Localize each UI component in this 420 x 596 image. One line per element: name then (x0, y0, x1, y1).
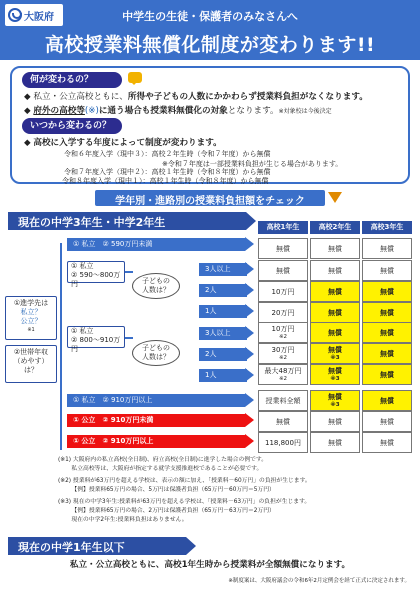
fee-cell-r6-c2 (362, 364, 412, 385)
fee-cell-r7-c0 (258, 390, 308, 411)
fee-cell-r5-c1 (310, 343, 360, 364)
fee-value: 無償 (276, 244, 290, 253)
private-800-910-box (67, 326, 125, 353)
question-income (5, 345, 57, 383)
fee-cell-r5-c2 (362, 343, 412, 364)
fee-value: 無償 (380, 308, 394, 317)
fee-cell-r4-c1 (310, 322, 360, 343)
page-title: 高校授業料無償化制度が変わります!! (44, 34, 376, 56)
what-line-1-a: 私立・公立高校ともに、 (33, 92, 128, 102)
fee-value: 無償 (380, 328, 394, 337)
fee-value: 無償 (328, 392, 342, 401)
section-heading-grades-3-2 (8, 212, 246, 230)
what-line-2-b: に通う場合も授業料無償化の対象 (98, 106, 228, 116)
arrow-2-1 (245, 283, 254, 297)
fee-cell-r2-c0 (258, 281, 308, 302)
fee-value: 無償 (380, 349, 394, 358)
fee-cell-r9-c0 (258, 432, 308, 453)
private-590-800-box (67, 261, 125, 288)
fee-cell-r8-c0 (258, 411, 308, 432)
fee-note-mark: ※3 (330, 354, 340, 361)
col-header-3: 高校3年生 (362, 221, 412, 234)
fee-cell-r3-c2 (362, 302, 412, 323)
q2-c: は？ (24, 366, 38, 374)
arrow-1-2 (245, 368, 254, 382)
check-banner (0, 188, 420, 208)
flow-trunk (60, 243, 62, 450)
schedule-1: 令和６年度入学（現中３）：高校２年生時（令和７年度）から無償 (64, 150, 271, 158)
what-line-1: ◆ 私立・公立高校ともに、所得や子どもの人数にかかわらず授業料負担がなくなります。 (24, 92, 368, 102)
connector-2 (125, 337, 133, 339)
arrow-2-2 (245, 347, 254, 361)
fee-value: 10万円 (271, 287, 295, 296)
one-1: 1人 (199, 305, 247, 318)
fee-cell-r3-c0 (258, 302, 308, 323)
fee-cell-r0-c2 (362, 238, 412, 259)
fee-value: 最大48万円 (264, 366, 302, 375)
note-1: (※1) 大阪府内の私立高校(全日制)、府立高校(全日制)に進学した場合の例です。 (58, 457, 267, 463)
fee-value: 無償 (380, 396, 394, 405)
fee-value: 無償 (276, 417, 290, 426)
section1-arrow (246, 212, 256, 230)
q2-b: （めやす） (13, 357, 49, 365)
fee-cell-r4-c2 (362, 322, 412, 343)
fee-cell-r3-c1 (310, 302, 360, 323)
fee-value: 無償 (380, 417, 394, 426)
private-800-910-l1: ① 私立 (71, 327, 94, 335)
section2-text: 現在の中学1年生以下 (18, 541, 125, 554)
final-note: ※制度案は、大阪府議会の令和6年2月定例会を経て正式に決定されます。 (228, 578, 410, 584)
fee-cell-r1-c1 (310, 260, 360, 281)
what-changes-label: 何が変わるの？ (22, 72, 122, 88)
fee-note-mark: ※2 (278, 354, 288, 361)
q1-c: 公立？ (20, 317, 42, 325)
fee-cell-r7-c1 (310, 390, 360, 411)
fee-value: 授業料全額 (265, 396, 301, 405)
fee-value: 10万円 (271, 324, 295, 333)
fee-value: 無償 (328, 244, 342, 253)
section1-text: 現在の中学3年生・中学2年生 (18, 216, 166, 229)
private-910-over: ① 私立 ② 910万円以上 (67, 394, 245, 407)
fee-value: 30万円 (271, 345, 295, 354)
fee-cell-r9-c2 (362, 432, 412, 453)
fee-value: 無償 (380, 266, 394, 275)
fee-value: 無償 (328, 308, 342, 317)
connector-1 (125, 271, 133, 273)
fee-cell-r0-c1 (310, 238, 360, 259)
fee-value: 無償 (380, 370, 394, 379)
when-line-text: 高校に入学する年度によって制度が変わります。 (33, 138, 222, 148)
what-line-2-a: 府外の高校等 (33, 106, 85, 116)
fee-cell-r1-c0 (258, 260, 308, 281)
fee-value: 無償 (328, 417, 342, 426)
what-line-2-c: となります。 (227, 106, 279, 116)
check-banner-text: 学年別・進路別の授業料負担額をチェック (115, 196, 305, 207)
fee-value: 無償 (380, 287, 394, 296)
down-arrow-icon (328, 192, 342, 203)
arrow-1-1 (245, 304, 254, 318)
what-line-1-b: 所得や子どもの人数にかかわらず授業料負担がなくなります。 (127, 92, 368, 102)
fee-value: 無償 (276, 266, 290, 275)
fee-note-mark: ※2 (278, 333, 288, 340)
fee-value: 無償 (328, 438, 342, 447)
fee-cell-r5-c0 (258, 343, 308, 364)
q1-mark: ※1 (27, 327, 35, 333)
q1-a: ①進学先は (13, 299, 49, 307)
note-2: (※2) 授業料が63万円を超える学校は、表示の額に加え、「授業料－60万円」の負担が生じます。 (58, 478, 311, 484)
schedule-3: 令和８年度入学（現中１）：高校１年生時（令和８年度）から無償 (62, 177, 269, 185)
fee-cell-r8-c1 (310, 411, 360, 432)
arrow-590-under (245, 237, 254, 251)
fee-value: 無償 (328, 266, 342, 275)
public-910-under: ① 公立 ② 910万円未満 (67, 414, 245, 427)
col-header-1: 高校1年生 (258, 221, 308, 234)
note-3c: 現在の中学2年生:授業料負担はありません。 (58, 517, 188, 523)
fee-value: 無償 (328, 345, 342, 354)
fee-value: 無償 (380, 244, 394, 253)
logo-text: 大阪府 (24, 11, 54, 23)
note-3b: 【例】授業料65万円の場合、2万円は保護者負担（65万円－63万円＝2万円） (58, 508, 275, 514)
fee-value: 無償 (328, 366, 342, 375)
arrow-public-910-under (245, 413, 254, 427)
note-1b: 私立高校等は、大阪府が指定する就学支援推進校であることが必要です。 (58, 466, 263, 472)
fee-cell-r0-c0 (258, 238, 308, 259)
note-3: (※3) 現在の中学3年生:授業料が63万円を超える学校は、「授業料－63万円」の負担が生じます。 (58, 499, 311, 505)
fee-note-mark: ※3 (330, 401, 340, 408)
private-590-under: ① 私立 ② 590万円未満 (67, 238, 245, 251)
public-910-over: ① 公立 ② 910万円以上 (67, 435, 245, 448)
fee-value: 118,800円 (265, 438, 301, 447)
fee-cell-r7-c2 (362, 390, 412, 411)
final-statement: 私立・公立高校ともに、高校1年生時から授業料が全額無償になります。 (69, 560, 351, 570)
section2-arrow (186, 537, 196, 555)
private-590-800-l1: ① 私立 (71, 262, 94, 270)
arrow-3plus-1 (245, 262, 254, 276)
what-line-2-mark: (※) (84, 106, 99, 116)
fee-cell-r2-c2 (362, 281, 412, 302)
q2-a: ②世帯年収 (13, 348, 49, 356)
what-line-2-note: ※対象校は今後決定 (278, 108, 332, 115)
when-line: ◆ 高校に入学する年度によって制度が変わります。 (24, 138, 222, 148)
fee-cell-r2-c1 (310, 281, 360, 302)
fee-value: 無償 (328, 328, 342, 337)
fee-cell-r1-c2 (362, 260, 412, 281)
arrow-public-910-over (245, 434, 254, 448)
schedule-note: ※令和７年度は一部授業料負担が生じる場合があります。 (162, 160, 343, 168)
arrow-private-910-over (245, 393, 254, 407)
fee-cell-r4-c0 (258, 322, 308, 343)
q1-b: 私立？ (20, 308, 42, 316)
fee-note-mark: ※3 (330, 375, 340, 382)
arrow-3plus-2 (245, 326, 254, 340)
two-1: 2人 (199, 284, 247, 297)
children-question-1: 子どもの 人数は？ (132, 273, 180, 299)
note-2b: 【例】授業料65万円の場合、5万円は保護者負担（65万円－60万円＝5万円） (58, 487, 275, 493)
private-590-800-l2: ② 590〜800万円 (71, 271, 121, 288)
section-heading-grade-1 (8, 537, 186, 555)
header-banner (0, 0, 420, 60)
children-question-2: 子どもの 人数は？ (132, 340, 180, 366)
fee-value: 無償 (380, 438, 394, 447)
when-changes-label: いつから変わるの？ (22, 118, 122, 134)
schedule-2: 令和７年度入学（現中２）：高校１年生時（令和８年度）から無償 (64, 168, 271, 176)
one-2: 1人 (199, 369, 247, 382)
fee-cell-r8-c2 (362, 411, 412, 432)
speech-bubble-icon (128, 72, 142, 83)
fee-cell-r6-c1 (310, 364, 360, 385)
fee-value: 20万円 (271, 308, 295, 317)
fee-cell-r6-c0 (258, 364, 308, 385)
fee-cell-r9-c1 (310, 432, 360, 453)
header-subtitle: 中学生の生徒・保護者のみなさんへ (122, 10, 298, 23)
info-box (10, 66, 410, 184)
col-header-2: 高校2年生 (310, 221, 360, 234)
three-plus-1: 3人以上 (199, 263, 247, 276)
private-800-910-l2: ② 800〜910万円 (71, 336, 121, 353)
fee-note-mark: ※2 (278, 375, 288, 382)
three-plus-2: 3人以上 (199, 327, 247, 340)
what-line-2: ◆ 府外の高校等(※)に通う場合も授業料無償化の対象となります。※対象校は今後決定 (24, 106, 332, 116)
question-school-type (5, 296, 57, 340)
two-2: 2人 (199, 348, 247, 361)
fee-value: 無償 (328, 287, 342, 296)
